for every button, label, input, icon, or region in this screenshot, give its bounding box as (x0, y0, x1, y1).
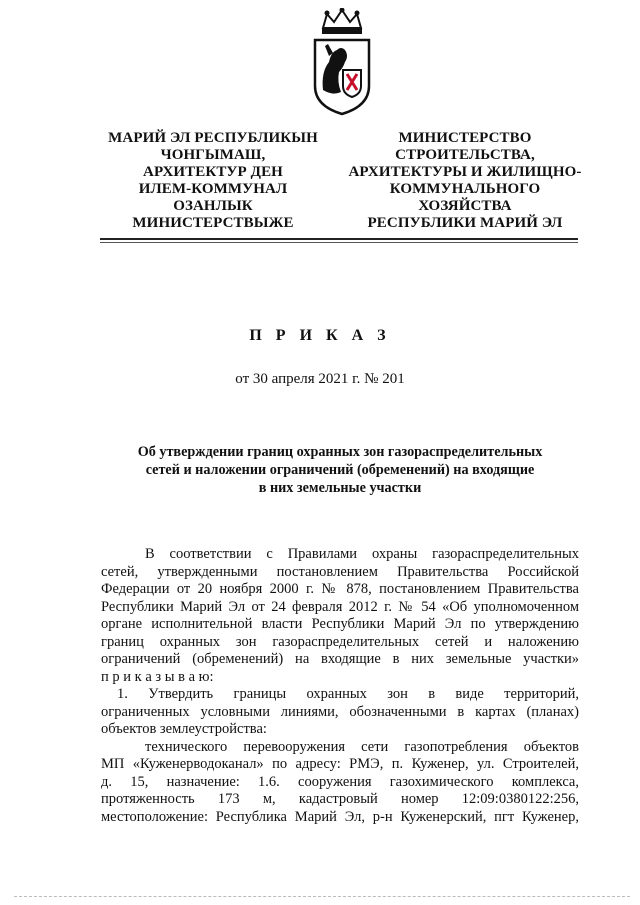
order-title: П Р И К А З (249, 327, 391, 344)
header-left-line: ОЗАНЛЫК (173, 198, 253, 214)
body-line: местоположение: Республика Марий Эл, р-н Куженерский, пгт Куженер, (101, 808, 579, 825)
body-line: ограничений (обременений) на входящие в них земельные участки» (101, 651, 579, 667)
ministry-name-mari (88, 130, 338, 232)
subject-line: Об утверждении границ охранных зон газораспределительных (137, 444, 543, 460)
body-line: Республики Марий Эл от 24 февраля 2012 г. № 54 «Об уполномоченном (101, 598, 579, 615)
header-right-line: ХОЗЯЙСТВА (418, 198, 512, 214)
header-right-line: МИНИСТЕРСТВО (398, 130, 532, 146)
header-right-line: АРХИТЕКТУРЫ И ЖИЛИЩНО- (348, 164, 582, 180)
header-left-line: МИНИСТЕРСТВЫЖЕ (132, 215, 294, 231)
page-bottom-edge (14, 896, 630, 897)
body-line: МП «Куженерводоканал» по адресу: РМЭ, п. Куженер, ул. Строителей, (101, 756, 579, 772)
body-line: В соответствии с Правилами охраны газораспределительных (145, 546, 579, 562)
header-left-line: ИЛЕМ-КОММУНАЛ (138, 181, 288, 197)
header-right-line: СТРОИТЕЛЬСТВА, (395, 147, 535, 163)
body-line: 1. Утвердить границы охранных зон в виде территорий, (117, 686, 579, 702)
body-line-prikazyvayu: п р и к а з ы в а ю: (101, 668, 214, 685)
header-right-line: КОММУНАЛЬНОГО (389, 181, 541, 197)
coat-of-arms-emblem (303, 8, 381, 116)
body-line: д. 15, назначение: 1.6. сооружения газохимического комплекса, (101, 773, 579, 790)
subject-line: сетей и наложении ограничений (обременений) на входящие (145, 462, 535, 478)
body-line: объектов землеустройства: (101, 721, 267, 737)
header-left-line: МАРИЙ ЭЛ РЕСПУБЛИКЫН (108, 130, 318, 146)
header-left-line: ЧОНГЫМАШ, (160, 147, 266, 163)
order-body (101, 546, 579, 826)
body-line: технического перевооружения сети газопотребления объектов (145, 738, 579, 755)
header-divider (100, 238, 578, 240)
body-line: сетей, утвержденными постановлением Правительства Российской (101, 563, 579, 580)
body-line: границ охранных зон газораспределительных сетей и наложению (101, 633, 579, 650)
body-line: ограниченных условными линиями, обозначенными в картах (планах) (101, 703, 579, 720)
body-line: органе исполнительной власти Республики Марий Эл по утверждению (101, 616, 579, 632)
order-date: от 30 апреля 2021 г. № 201 (235, 371, 405, 387)
ministry-name-russian (330, 130, 600, 232)
body-line: протяженность 173 м, кадастровый номер 12:09:0380122:256, (101, 791, 579, 807)
header-right-line: РЕСПУБЛИКИ МАРИЙ ЭЛ (367, 215, 563, 231)
body-line: Федерации от 20 ноября 2000 г. № 878, постановлением Правительства (101, 581, 579, 597)
order-subject (100, 443, 580, 497)
header-left-line: АРХИТЕКТУР ДЕН (143, 164, 283, 180)
header-divider-thin (100, 242, 578, 243)
subject-line: в них земельные участки (258, 480, 422, 496)
